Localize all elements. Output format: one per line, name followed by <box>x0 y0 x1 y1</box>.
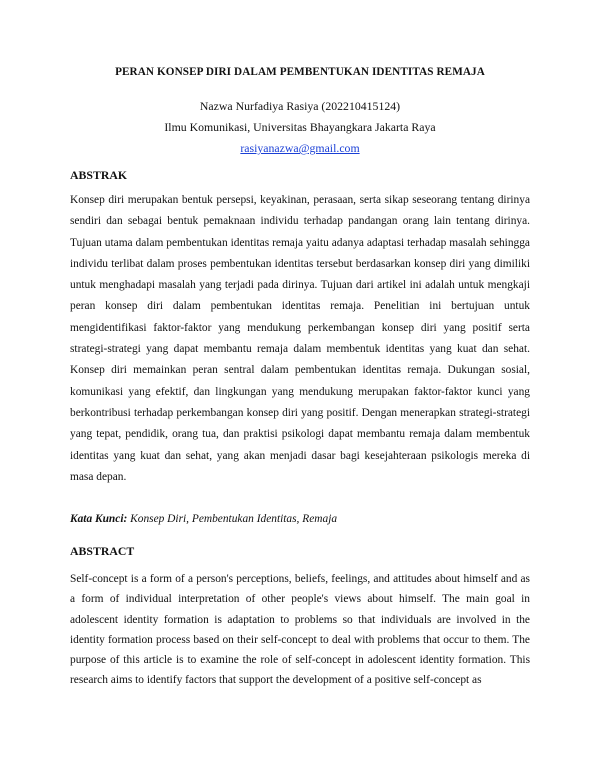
abstrak-heading: ABSTRAK <box>70 168 128 182</box>
abstract-heading: ABSTRACT <box>70 544 135 558</box>
abstrak-paragraph: Konsep diri merupakan bentuk persepsi, keyakinan, perasaan, serta sikap seseorang tentang dirinya sendiri dan sebagai bentuk pemaknaan individu terhadap pandangan orang lain tentang dirinya. Tujuan utama dalam pembentukan identitas remaja yaitu adanya adaptasi terhadap masalah sehingga individu terlibat dalam proses pembentukan identitas tersebut berdasarkan konsep diri yang dimiliki untuk menghadapi masalah yang terjadi pada dirinya. Tujuan dari artikel ini adalah untuk mengkaji peran konsep diri dalam pembentukan identitas remaja. Penelitian ini bertujuan untuk mengidentifikasi faktor-faktor yang mendukung perkembangan konsep diri yang positif serta strategi-strategi yang dapat membantu remaja dalam membentuk identitas yang kuat dan sehat. Konsep diri memainkan peran sentral dalam pembentukan identitas remaja. Dukungan sosial, komunikasi yang efektif, dan lingkungan yang mendukung merupakan faktor-faktor kunci yang berkontribusi terhadap perkembangan konsep diri yang positif. Dengan menerapkan strategi-strategi yang tepat, pendidik, orang tua, dan praktisi psikologi dapat membantu remaja dalam membentuk identitas yang kuat dan sehat, yang akan menjadi dasar bagi kesejahteraan psikologis mereka di masa depan. <box>70 194 530 483</box>
keywords-label: Kata Kunci: <box>70 513 128 525</box>
keywords-line <box>70 513 337 525</box>
author-affiliation: Ilmu Komunikasi, Universitas Bhayangkara Jakarta Raya <box>164 120 436 134</box>
author-name: Nazwa Nurfadiya Rasiya (202210415124) <box>199 99 401 113</box>
keywords-text: Konsep Diri, Pembentukan Identitas, Remaja <box>130 513 338 525</box>
paper-title: PERAN KONSEP DIRI DALAM PEMBENTUKAN IDENTITAS REMAJA <box>115 66 485 78</box>
abstract-paragraph: Self-concept is a form of a person's perceptions, beliefs, feelings, and attitudes about himself and as a form of individual interpretation of other people's views about himself. The main goal in adolescent identity formation is adaptation to problems so that individuals are involved in the identity formation process based on their self-concept to deal with problems that occur to them. The purpose of this article is to examine the role of self-concept in adolescent identity formation. This research aims to identify factors that support the development of a positive self-concept as <box>70 573 530 687</box>
author-email-link[interactable]: rasiyanazwa@gmail.com <box>240 141 360 155</box>
